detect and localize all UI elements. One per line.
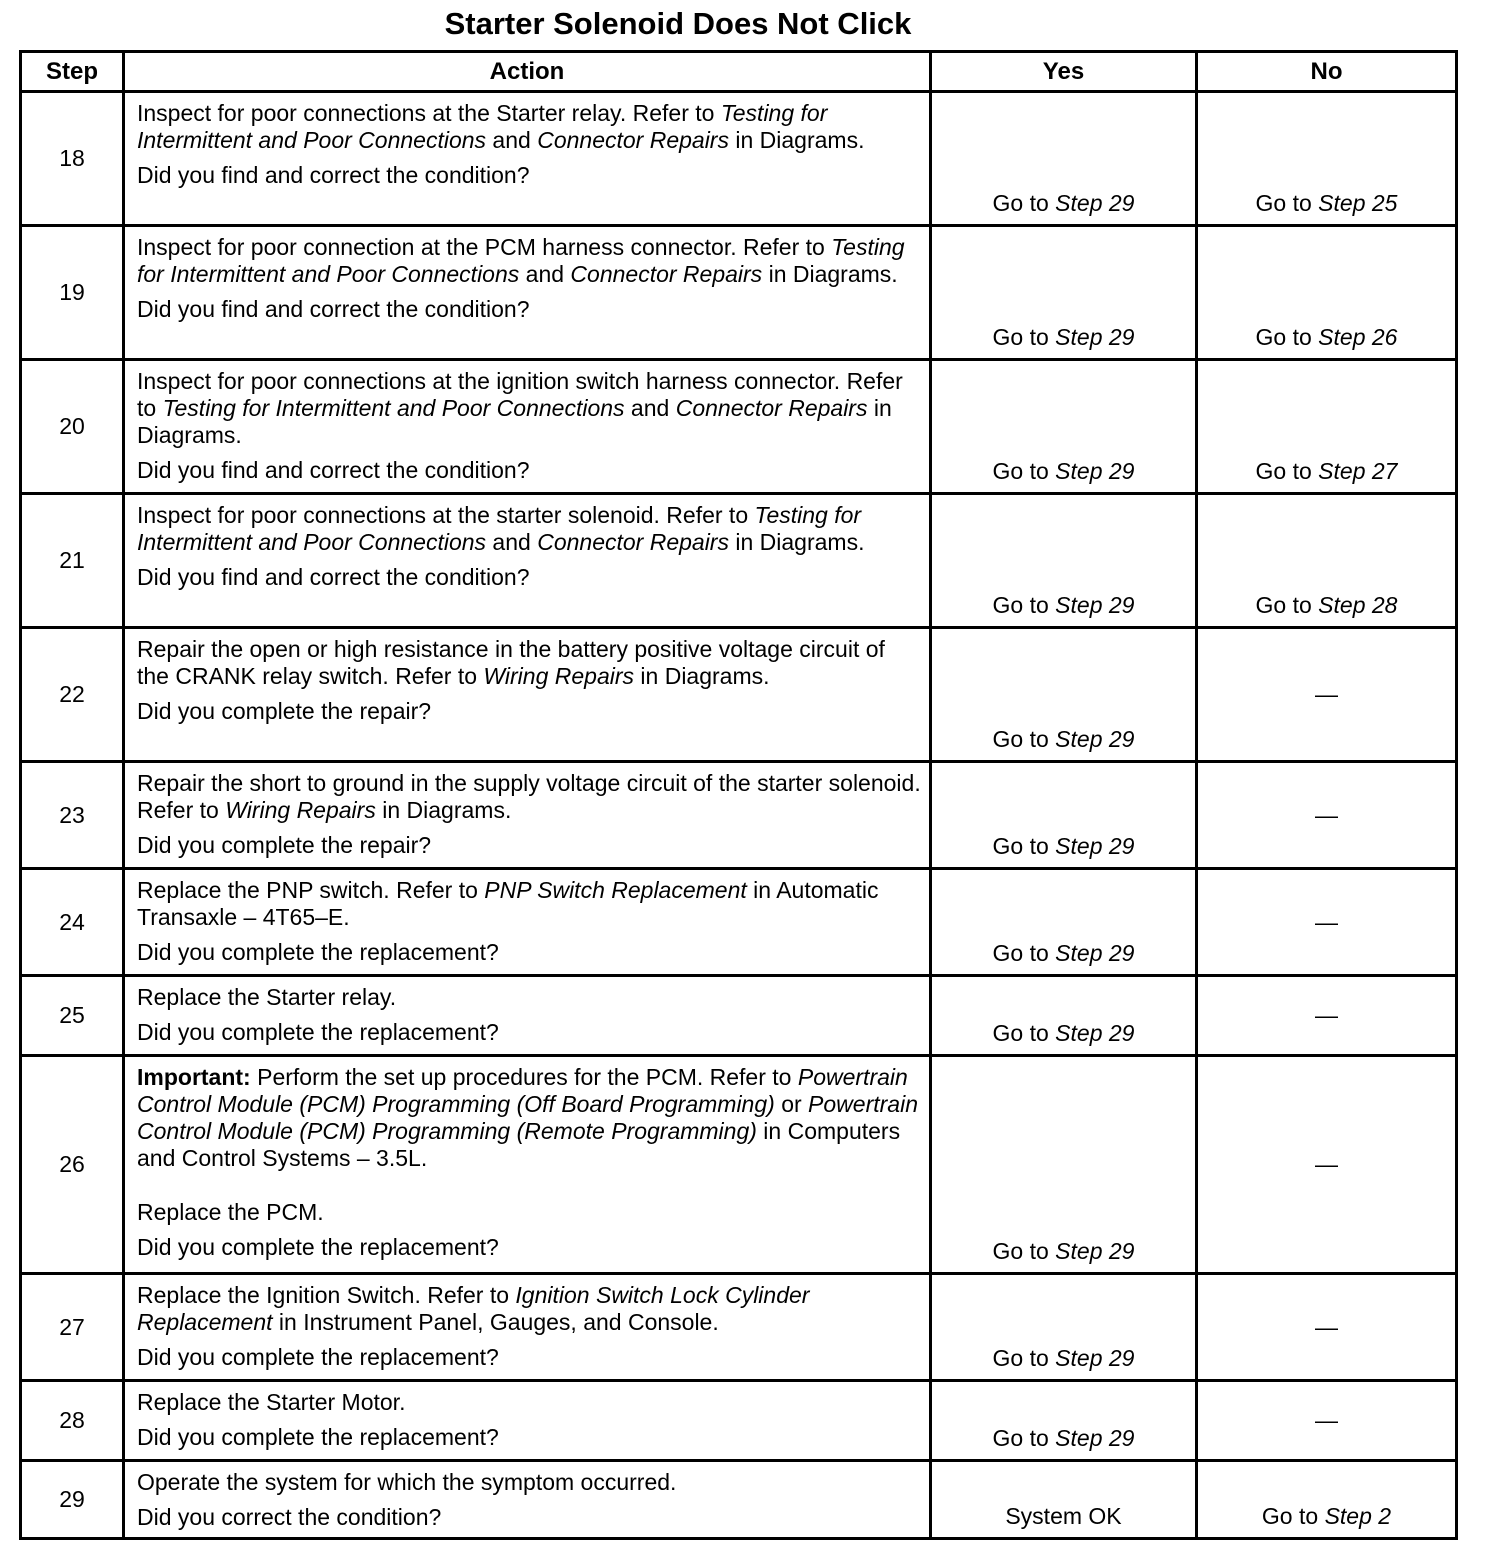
action-question: Did you find and correct the condition?: [137, 564, 530, 590]
action-question: Did you complete the replacement?: [137, 939, 499, 965]
no-cell: [1197, 976, 1457, 1056]
action-fragment: Perform the set up procedures for the PCM. Refer to: [250, 1064, 798, 1090]
step-number: 19: [21, 226, 124, 360]
action-question: Did you complete the replacement?: [137, 1424, 499, 1450]
no-cell: [1197, 1056, 1457, 1274]
action-fragment: in Diagrams.: [137, 395, 892, 448]
goto-prefix: Go to: [992, 190, 1056, 216]
action-fragment: Operate the system for which the symptom occurred.: [137, 1469, 677, 1495]
action-cell: [124, 1381, 931, 1461]
reference-link: Connector Repairs: [675, 395, 868, 421]
goto-prefix: Go to: [1255, 190, 1319, 216]
not-applicable-dash: —: [1315, 1407, 1338, 1433]
action-text: [137, 502, 921, 556]
table-row: [21, 1274, 1457, 1381]
action-text: [137, 1282, 921, 1336]
goto-step-link[interactable]: Step 29: [1055, 458, 1135, 484]
action-question: Did you complete the repair?: [137, 698, 432, 724]
action-text: [137, 1469, 921, 1496]
yes-cell: [931, 494, 1197, 628]
reference-link: Testing for Intermittent and Poor Connections: [137, 234, 905, 287]
step-number: 26: [21, 1056, 124, 1274]
step-number: 22: [21, 628, 124, 762]
goto-prefix: Go to: [992, 458, 1056, 484]
table-header-row: [21, 52, 1457, 92]
action-fragment: Repair the short to ground in the supply voltage circuit of the starter solenoid. Refer to: [137, 770, 921, 823]
goto-step-link[interactable]: Step 29: [1055, 324, 1135, 350]
no-cell: [1197, 1381, 1457, 1461]
reference-link: Wiring Repairs: [225, 797, 376, 823]
goto-prefix: Go to: [992, 592, 1056, 618]
not-applicable-dash: —: [1315, 1151, 1338, 1177]
action-fragment: Inspect for poor connections at the starter solenoid. Refer to: [137, 502, 755, 528]
goto-step-link[interactable]: Step 29: [1055, 592, 1135, 618]
no-cell: [1197, 360, 1457, 494]
table-row: [21, 92, 1457, 226]
reference-link: Connector Repairs: [537, 127, 729, 153]
not-applicable-dash: —: [1315, 908, 1338, 935]
action-cell: [124, 494, 931, 628]
action-question: Did you complete the repair?: [137, 832, 432, 858]
action-fragment: and: [519, 261, 571, 287]
header-yes: Yes: [931, 52, 1197, 92]
action-fragment: Inspect for poor connections at the ignition switch harness connector. Refer to: [137, 368, 903, 421]
action-fragment: and: [486, 127, 538, 153]
goto-step-link[interactable]: Step 29: [1055, 1345, 1135, 1371]
reference-link: Powertrain Control Module (PCM) Programming (Remote Programming): [137, 1091, 918, 1144]
action-fragment: Replace the PNP switch. Refer to: [137, 877, 485, 903]
goto-step-link[interactable]: Step 25: [1318, 190, 1398, 216]
important-label: Important:: [137, 1064, 251, 1090]
yes-cell: [931, 628, 1197, 762]
no-cell: [1197, 762, 1457, 869]
goto-prefix: Go to: [992, 1238, 1056, 1264]
action-cell: [124, 976, 931, 1056]
action-text: [137, 770, 921, 824]
action-fragment: in Diagrams.: [634, 663, 770, 689]
table-row: [21, 762, 1457, 869]
yes-cell: [931, 1381, 1197, 1461]
step-number: 20: [21, 360, 124, 494]
table-row: [21, 1056, 1457, 1274]
goto-step-link[interactable]: Step 29: [1055, 1425, 1135, 1451]
reference-link: Testing for Intermittent and Poor Connections: [137, 502, 862, 555]
action-fragment: in Diagrams.: [728, 529, 865, 555]
goto-step-link[interactable]: Step 2: [1324, 1503, 1392, 1529]
goto-prefix: Go to: [992, 833, 1056, 859]
reference-link: Powertrain Control Module (PCM) Programming (Off Board Programming): [137, 1064, 908, 1117]
goto-step-link[interactable]: Step 28: [1318, 592, 1398, 618]
action-fragment: Inspect for poor connections at the Starter relay. Refer to: [137, 100, 721, 126]
reference-link: PNP Switch Replacement: [484, 877, 747, 903]
result-text: System OK: [1005, 1503, 1122, 1529]
action-question: Did you complete the replacement?: [137, 1344, 499, 1370]
goto-prefix: Go to: [1255, 592, 1319, 618]
action-fragment: in Instrument Panel, Gauges, and Console.: [272, 1309, 719, 1335]
step-number: 28: [21, 1381, 124, 1461]
goto-prefix: Go to: [992, 324, 1056, 350]
goto-step-link[interactable]: Step 29: [1055, 833, 1135, 859]
reference-link: Wiring Repairs: [483, 663, 635, 689]
action-question: Did you complete the replacement?: [137, 1019, 499, 1045]
no-cell: [1197, 869, 1457, 976]
yes-cell: [931, 360, 1197, 494]
page-title: Starter Solenoid Does Not Click: [444, 6, 912, 41]
action-fragment: Inspect for poor connection at the PCM harness connector. Refer to: [137, 234, 832, 260]
step-number: 23: [21, 762, 124, 869]
action-text: [137, 234, 921, 288]
goto-step-link[interactable]: Step 29: [1055, 1238, 1135, 1264]
action-cell: [124, 762, 931, 869]
reference-link: Ignition Switch Lock Cylinder Replacement: [137, 1282, 810, 1335]
yes-cell: [931, 762, 1197, 869]
table-row: [21, 494, 1457, 628]
action-question: Did you find and correct the condition?: [137, 162, 530, 188]
reference-link: Connector Repairs: [537, 529, 729, 555]
action-fragment: in Computers and Control Systems – 3.5L.: [137, 1118, 901, 1171]
no-cell: [1197, 628, 1457, 762]
action-question: Did you correct the condition?: [137, 1504, 442, 1530]
table-row: [21, 628, 1457, 762]
action-cell: [124, 869, 931, 976]
yes-cell: [931, 1056, 1197, 1274]
table-row: [21, 976, 1457, 1056]
action-cell: [124, 226, 931, 360]
action-question: Did you find and correct the condition?: [137, 457, 530, 483]
step-number: 27: [21, 1274, 124, 1381]
no-cell: [1197, 226, 1457, 360]
goto-step-link[interactable]: Step 29: [1055, 190, 1135, 216]
goto-prefix: Go to: [992, 726, 1056, 752]
action-text: [137, 368, 921, 449]
action-text: [137, 100, 921, 154]
not-applicable-dash: —: [1315, 1313, 1338, 1340]
action-fragment: Replace the Starter Motor.: [137, 1389, 406, 1415]
goto-prefix: Go to: [1255, 458, 1319, 484]
yes-cell: [931, 1274, 1197, 1381]
action-cell: [124, 1056, 931, 1274]
action-fragment: and: [486, 529, 538, 555]
action-fragment: in Diagrams.: [728, 127, 865, 153]
goto-prefix: Go to: [992, 1425, 1056, 1451]
action-fragment: Replace the Ignition Switch. Refer to: [137, 1282, 516, 1308]
table-row: [21, 360, 1457, 494]
header-step: Step: [21, 52, 124, 92]
action-fragment: in Automatic Transaxle – 4T65–E.: [137, 877, 879, 930]
step-number: 25: [21, 976, 124, 1056]
action-fragment: and: [624, 395, 676, 421]
header-no: No: [1197, 52, 1457, 92]
goto-step-link[interactable]: Step 29: [1055, 726, 1135, 752]
reference-link: Testing for Intermittent and Poor Connections: [137, 100, 828, 153]
goto-prefix: Go to: [992, 1345, 1056, 1371]
action-cell: [124, 1461, 931, 1539]
no-cell: [1197, 494, 1457, 628]
no-cell: [1197, 1461, 1457, 1539]
yes-cell: [931, 869, 1197, 976]
diagnostic-table: [19, 50, 1458, 1540]
no-cell: [1197, 1274, 1457, 1381]
action-question: Did you find and correct the condition?: [137, 296, 530, 322]
reference-link: Testing for Intermittent and Poor Connections: [162, 395, 625, 421]
action-cell: [124, 360, 931, 494]
goto-prefix: Go to: [1261, 1503, 1325, 1529]
goto-step-link[interactable]: Step 27: [1318, 458, 1398, 484]
table-row: [21, 1381, 1457, 1461]
action-extra: Replace the PCM.: [137, 1199, 324, 1225]
yes-cell: [931, 226, 1197, 360]
no-cell: [1197, 92, 1457, 226]
action-fragment: or: [774, 1091, 809, 1117]
not-applicable-dash: —: [1315, 1002, 1338, 1028]
action-cell: [124, 1274, 931, 1381]
action-text: [137, 1389, 921, 1416]
action-text: [137, 636, 921, 690]
goto-step-link[interactable]: Step 29: [1055, 940, 1135, 966]
goto-prefix: Go to: [992, 1020, 1056, 1046]
action-fragment: in Diagrams.: [762, 261, 898, 287]
step-number: 18: [21, 92, 124, 226]
action-fragment: Repair the open or high resistance in the battery positive voltage circuit of the CRANK relay switch. Refer to: [137, 636, 885, 689]
action-fragment: Replace the Starter relay.: [137, 984, 397, 1010]
step-number: 24: [21, 869, 124, 976]
action-cell: [124, 628, 931, 762]
table-row: [21, 226, 1457, 360]
action-question: Did you complete the replacement?: [137, 1234, 499, 1260]
header-action: Action: [124, 52, 931, 92]
action-fragment: in Diagrams.: [375, 797, 512, 823]
goto-prefix: Go to: [1255, 324, 1319, 350]
step-number: 29: [21, 1461, 124, 1539]
action-text: [137, 984, 921, 1011]
table-row: [21, 869, 1457, 976]
table-row: [21, 1461, 1457, 1539]
reference-link: Connector Repairs: [570, 261, 763, 287]
yes-cell: [931, 92, 1197, 226]
action-cell: [124, 92, 931, 226]
not-applicable-dash: —: [1315, 801, 1338, 828]
yes-cell: [931, 976, 1197, 1056]
step-number: 21: [21, 494, 124, 628]
goto-prefix: Go to: [992, 940, 1056, 966]
goto-step-link[interactable]: Step 29: [1055, 1020, 1135, 1046]
action-text: [137, 1064, 921, 1172]
action-text: [137, 877, 921, 931]
goto-step-link[interactable]: Step 26: [1318, 324, 1398, 350]
yes-cell: [931, 1461, 1197, 1539]
not-applicable-dash: —: [1315, 681, 1338, 707]
